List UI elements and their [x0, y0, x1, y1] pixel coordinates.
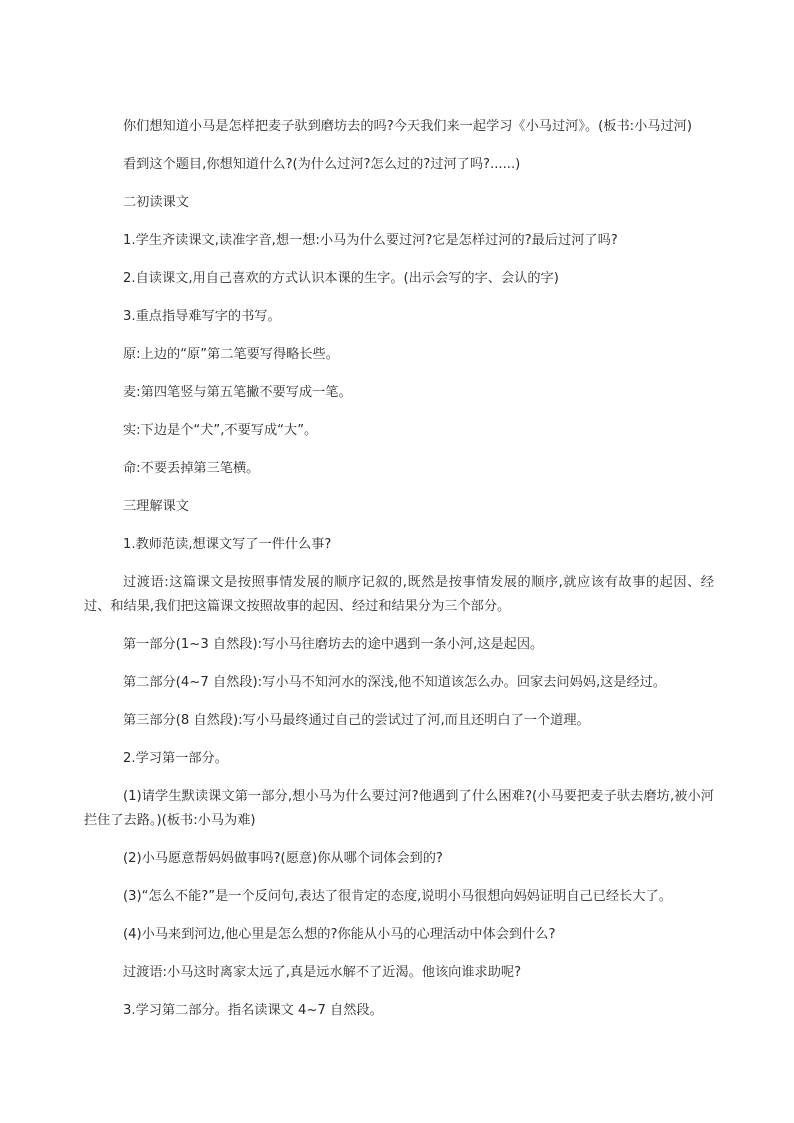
section-heading-first-reading: 二初读课文 [123, 195, 189, 210]
paragraph-char-shi: 实:下边是个“犬”,不要写成“大”。 [123, 423, 318, 438]
paragraph-part-two: 第二部分(4~7 自然段):写小马不知河水的深浅,他不知道该怎么办。回家去问妈妈,这是经过。 [123, 675, 667, 690]
paragraph-char-yuan: 原:上边的“原”第二笔要写得略长些。 [123, 347, 339, 362]
paragraph-step-2: 2.自读课文,用自己喜欢的方式认识本课的生字。(出示会写的字、会认的字) [123, 271, 559, 286]
paragraph-teacher-reading: 1.教师范读,想课文写了一件什么事? [123, 537, 332, 552]
paragraph-char-ming: 命:不要丢掉第三笔横。 [123, 461, 260, 476]
paragraph-transition-2: 过渡语:小马这时离家太远了,真是远水解不了近渴。他该向谁求助呢? [123, 965, 522, 980]
paragraph-question: 看到这个题目,你想知道什么?(为什么过河?怎么过的?过河了吗?......) [123, 157, 521, 172]
paragraph-q3: (3)“怎么不能?”是一个反问句,表达了很肯定的态度,说明小马很想向妈妈证明自己已经长大了。 [123, 889, 672, 904]
paragraph-step-3: 3.重点指导难写字的书写。 [123, 309, 281, 324]
paragraph-transition-1: 过渡语:这篇课文是按照事情发展的顺序记叙的,既然是按事情发展的顺序,就应该有故事的起因、经过、和结果,我们把这篇课文按照故事的起因、经过和结果分为三个部分。 [84, 575, 714, 614]
document-body [84, 115, 714, 1037]
paragraph-char-mai: 麦:第四笔竖与第五笔撇不要写成一笔。 [123, 385, 352, 400]
paragraph-part-three: 第三部分(8 自然段):写小马最终通过自己的尝试过了河,而且还明白了一个道理。 [123, 713, 590, 728]
paragraph-study-part-one: 2.学习第一部分。 [123, 751, 228, 766]
paragraph-step-1: 1.学生齐读课文,读准字音,想一想:小马为什么要过河?它是怎样过河的?最后过河了吗? [123, 233, 618, 248]
paragraph-study-part-two: 3.学习第二部分。指名读课文 4~7 自然段。 [123, 1003, 383, 1018]
section-heading-understanding: 三理解课文 [123, 499, 189, 514]
paragraph-part-one: 第一部分(1~3 自然段):写小马往磨坊去的途中遇到一条小河,这是起因。 [123, 637, 544, 652]
paragraph-intro: 你们想知道小马是怎样把麦子驮到磨坊去的吗?今天我们来一起学习《小马过河》。(板书:小马过河) [123, 119, 693, 134]
paragraph-q4: (4)小马来到河边,他心里是怎么想的?你能从小马的心理活动中体会到什么? [123, 927, 556, 942]
paragraph-q2: (2)小马愿意帮妈妈做事吗?(愿意)你从哪个词体会到的? [123, 851, 443, 866]
paragraph-q1: (1)请学生默读课文第一部分,想小马为什么要过河?他遇到了什么困难?(小马要把麦子驮去磨坊,被小河拦住了去路。)(板书:小马为难) [84, 789, 714, 828]
